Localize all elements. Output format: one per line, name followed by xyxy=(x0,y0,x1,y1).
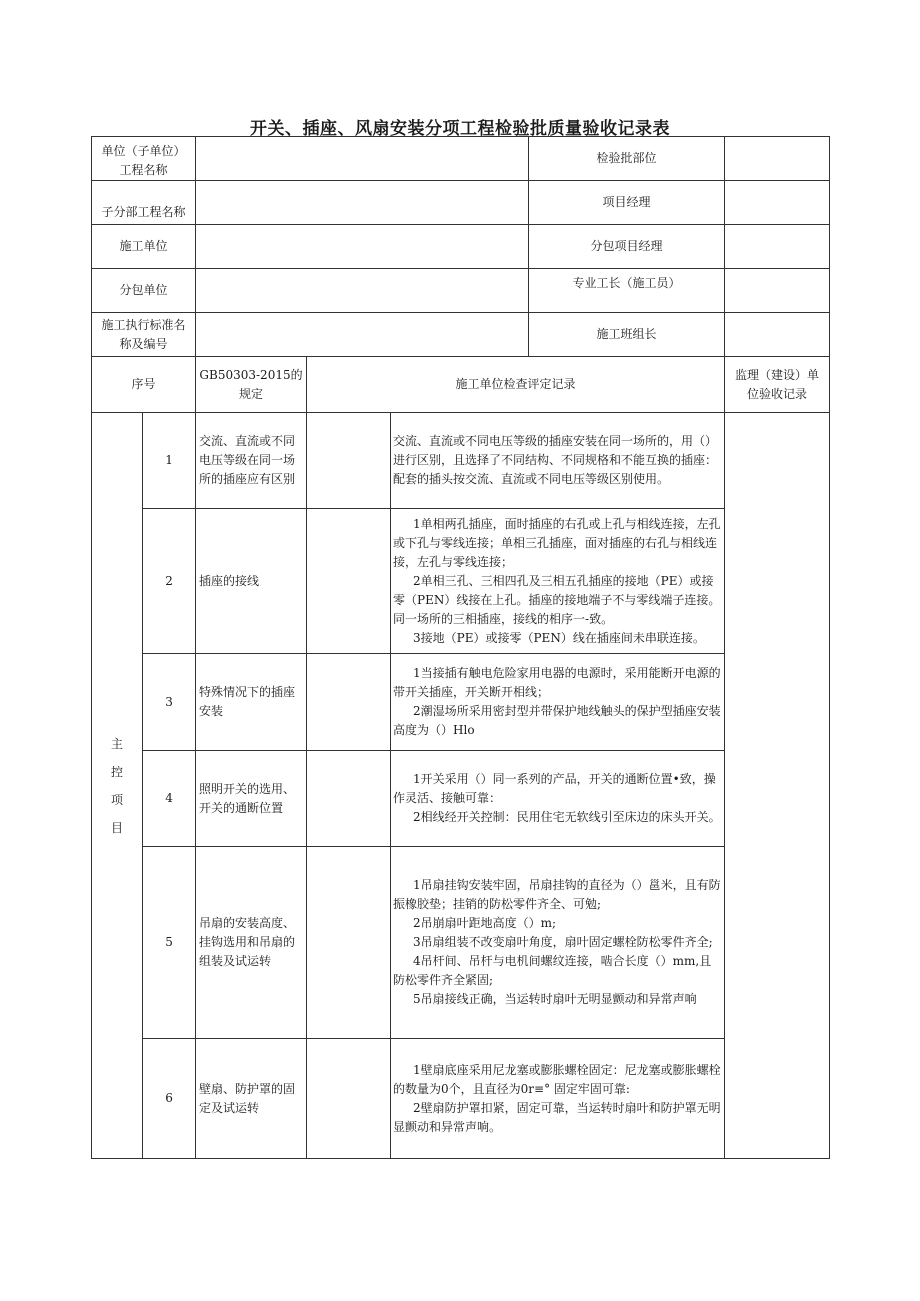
record-line: 2潮湿场所采用密封型并带保护地线触头的保护型插座安装高度为（）Hlo xyxy=(393,704,721,737)
item-requirement: 交流、直流或不同电压等级在同一场所的插座应有区别 xyxy=(196,413,307,509)
batch-part-label: 检验批部位 xyxy=(529,137,725,181)
inspection-record-table xyxy=(91,136,830,1159)
item-number: 5 xyxy=(143,847,196,1039)
spec-header xyxy=(196,357,307,413)
sub-project-field[interactable] xyxy=(196,181,529,225)
team-leader-field[interactable] xyxy=(725,313,830,357)
supervision-header xyxy=(725,357,830,413)
section-char-1: 主 xyxy=(110,736,123,751)
item-requirement: 照明开关的选用、开关的通断位置 xyxy=(196,751,307,847)
item-record xyxy=(391,751,725,847)
item-record xyxy=(391,509,725,654)
section-char-2: 控 xyxy=(110,764,123,779)
record-line: 1吊扇挂钩安装牢固，吊扇挂钩的直径为（）邕米，且有防振橡胶垫；挂销的防松零件齐全、可勉; xyxy=(393,878,721,911)
record-line: 2吊崩扇叶距地高度（）m; xyxy=(413,916,557,930)
standard-label-line1: 施工执行标准名 xyxy=(101,317,186,332)
item-number: 3 xyxy=(143,654,196,751)
team-leader-label: 施工班组长 xyxy=(529,313,725,357)
item-record xyxy=(391,654,725,751)
sub-project-label: 子分部工程名称 xyxy=(92,181,196,225)
project-manager-label: 项目经理 xyxy=(529,181,725,225)
item-number: 1 xyxy=(143,413,196,509)
subcontractor-label: 分包单位 xyxy=(92,269,196,313)
unit-name-field[interactable] xyxy=(196,137,529,181)
record-line: 2单相三孔、三相四孔及三相五孔插座的接地（PE）或接零（PEN）线接在上孔。插座的接地端子不与零线端子连接。同一场所的三相插座，接线的相序一-致。 xyxy=(393,573,721,626)
item-spec-cell[interactable] xyxy=(307,847,391,1039)
item-number: 6 xyxy=(143,1039,196,1159)
item-requirement: 插座的接线 xyxy=(196,509,307,654)
spec-header-line1: GB50303-2015的 xyxy=(199,367,303,382)
item-requirement: 吊扇的安装高度、挂钩选用和吊扇的组装及试运转 xyxy=(196,847,307,1039)
standard-label xyxy=(92,313,196,357)
record-line: 5吊扇接线正确，当运转时扇叶无明显颤动和异常声响 xyxy=(413,992,697,1006)
batch-part-field[interactable] xyxy=(725,137,830,181)
record-line: 3吊扇组装不改变扇叶角度，扇叶固定螺栓防松零件齐全; xyxy=(413,935,713,949)
item-spec-cell[interactable] xyxy=(307,751,391,847)
item-spec-cell[interactable] xyxy=(307,413,391,509)
section-char-4: 目 xyxy=(110,820,123,835)
record-line: 2相线经开关控制：民用住宅无软线引至床边的床头开关。 xyxy=(413,810,721,824)
unit-name-label-line1: 单位（子单位） xyxy=(101,144,186,158)
item-record xyxy=(391,1039,725,1159)
record-line: 1壁扇底座采用尼龙塞或膨胀螺栓固定：尼龙塞或膨胀螺栓的数量为0个，且直径为0r≡° 固定牢固可靠: xyxy=(393,1062,721,1096)
spec-header-line2: 规定 xyxy=(239,386,264,401)
supervision-acceptance-field[interactable] xyxy=(725,413,830,1159)
record-line: 交流、直流或不同电压等级的插座安装在同一场所的，用（）进行区别，且选择了不同结构、不同规格和不能互换的插座：配套的插头按交流、直流或不同电压等级区别使用。 xyxy=(393,434,718,486)
supervision-header-line1: 监理（建设）单 xyxy=(735,367,820,382)
project-manager-field[interactable] xyxy=(725,181,830,225)
form-title: 开关、插座、风扇安装分项工程检验批质量验收记录表 xyxy=(250,119,670,139)
main-control-section-label xyxy=(92,413,143,1159)
item-spec-cell[interactable] xyxy=(307,1039,391,1159)
contractor-field[interactable] xyxy=(196,225,529,269)
item-spec-cell[interactable] xyxy=(307,509,391,654)
foreman-field[interactable] xyxy=(725,269,830,313)
item-number: 4 xyxy=(143,751,196,847)
check-record-header: 施工单位检查评定记录 xyxy=(307,357,725,413)
sub-project-manager-field[interactable] xyxy=(725,225,830,269)
item-requirement: 壁扇、防护罩的固定及试运转 xyxy=(196,1039,307,1159)
seq-header: 序号 xyxy=(92,357,196,413)
record-line: 1开关采用（）同一系列的产品，开关的通断位置•致，操作灵活、接触可靠： xyxy=(393,772,716,805)
item-record xyxy=(391,847,725,1039)
contractor-label: 施工单位 xyxy=(92,225,196,269)
section-char-3: 项 xyxy=(110,792,123,807)
unit-name-label xyxy=(92,137,196,181)
item-number: 2 xyxy=(143,509,196,654)
item-requirement: 特殊情况下的插座安装 xyxy=(196,654,307,751)
record-line: 4吊杆间、吊杆与电机间螺纹连接，啮合长度（）mm,且防松零件齐全紧固; xyxy=(393,954,712,987)
supervision-header-line2: 位验收记录 xyxy=(747,386,808,401)
subcontractor-field[interactable] xyxy=(196,269,529,313)
foreman-label: 专业工长（施工员） xyxy=(529,269,725,313)
record-line: 2壁扇防护罩扣紧，固定可靠，当运转时扇叶和防护罩无明显颤动和异常声响。 xyxy=(393,1100,721,1134)
record-line: 1单相两孔插座，面时插座的右孔或上孔与相线连接，左孔或下孔与零线连接；单相三孔插座，面对插座的右孔与相线连接，左孔与零线连接； xyxy=(393,516,721,569)
sub-project-manager-label: 分包项目经理 xyxy=(529,225,725,269)
standard-field[interactable] xyxy=(196,313,529,357)
standard-label-line2: 称及编号 xyxy=(119,336,168,351)
unit-name-label-line2: 工程名称 xyxy=(119,163,168,177)
item-record xyxy=(391,413,725,509)
item-spec-cell[interactable] xyxy=(307,654,391,751)
record-line: 1当接插有触电危险家用电器的电源时，采用能断开电源的带开关插座，开关断开相线； xyxy=(393,666,721,699)
record-line: 3接地（PE）或接零（PEN）线在插座间未串联连接。 xyxy=(413,630,705,645)
